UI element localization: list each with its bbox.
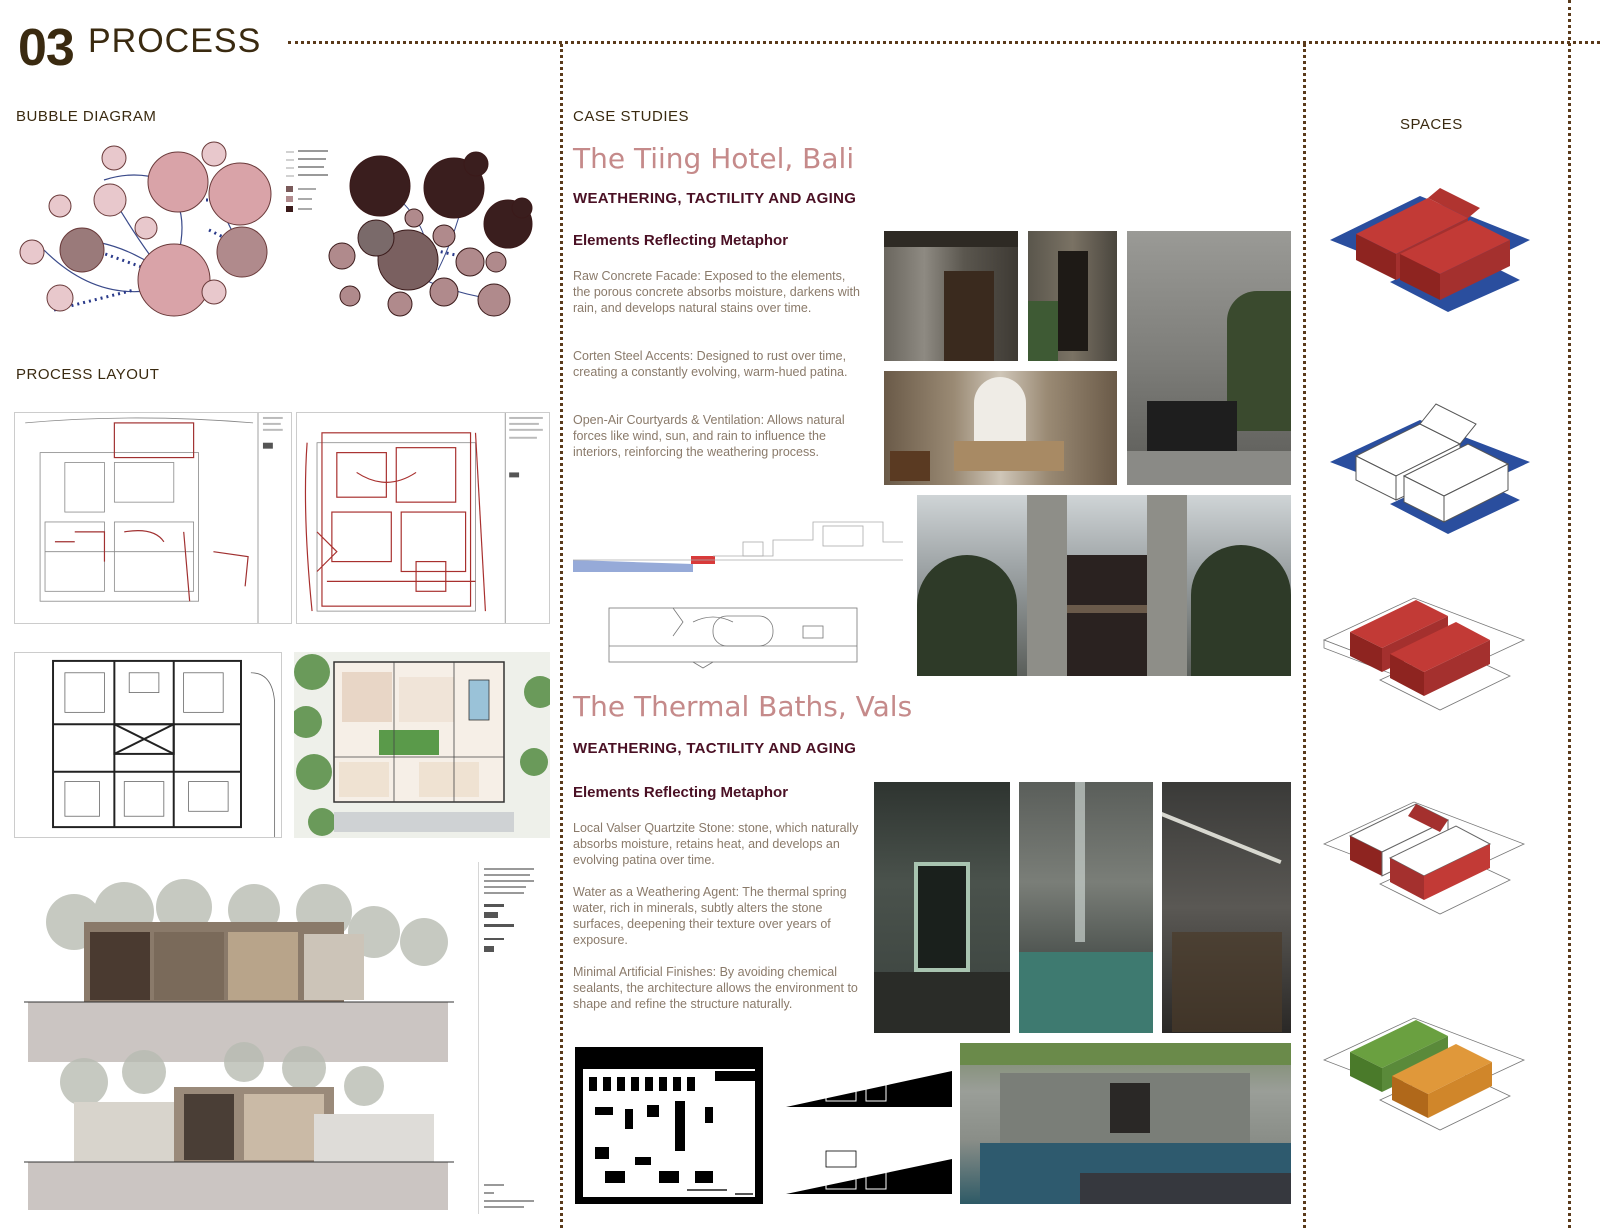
vals-photo-outdoor-pool (960, 1043, 1291, 1204)
tiing-paragraph-3: Open-Air Courtyards & Ventilation: Allows natural forces like wind, sun, and rain to influence the interiors, reinforcing the weathering process. (573, 413, 845, 459)
spaces-diagram-4 (1320, 780, 1540, 930)
column-divider-left (560, 44, 563, 1228)
spaces-diagram-3 (1320, 580, 1540, 730)
bubble-diagram-light (14, 140, 284, 330)
tiing-photo-exterior (917, 495, 1291, 676)
bubble-diagram-dark (328, 150, 548, 330)
floor-plan-drawing (14, 652, 282, 838)
vals-floor-plan (575, 1047, 763, 1204)
spaces-diagram-5 (1320, 1000, 1540, 1150)
vals-subtitle: WEATHERING, TACTILITY AND AGING (573, 740, 857, 757)
case-studies-label: CASE STUDIES (573, 108, 690, 125)
vals-heading: Elements Reflecting Metaphor (573, 784, 789, 801)
header-divider (288, 41, 1600, 44)
tiing-photo-facade (884, 231, 1018, 361)
vals-paragraph-2: Water as a Weathering Agent: The thermal spring water, rich in minerals, subtly alters the stone surfaces, deepening their texture over years of exposure. (573, 885, 847, 947)
tiing-heading: Elements Reflecting Metaphor (573, 232, 789, 249)
sections-title-block (478, 862, 550, 1214)
spaces-label: SPACES (1400, 116, 1463, 133)
vals-photo-pool-light (1019, 782, 1153, 1033)
rendered-floor-plan (294, 652, 550, 838)
vals-title: The Thermal Baths, Vals (573, 690, 913, 723)
spaces-diagram-1 (1320, 172, 1540, 322)
tiing-section-drawing (573, 512, 903, 672)
bubble-diagram-label: BUBBLE DIAGRAM (16, 108, 157, 125)
spaces-diagram-2 (1320, 390, 1540, 540)
vals-paragraph-3: Minimal Artificial Finishes: By avoiding chemical sealants, the architecture allows the environment to shape and refine the structure naturally. (573, 965, 858, 1011)
tiing-paragraph-1: Raw Concrete Facade: Exposed to the elements, the porous concrete absorbs moisture, darkens with rain, and develops natural stains over time. (573, 269, 860, 315)
tiing-photo-courtyard-pool (1127, 231, 1291, 485)
section-number: 03 (18, 19, 74, 77)
tiing-hotel-title: The Tiing Hotel, Bali (573, 142, 855, 175)
vals-paragraph-1: Local Valser Quartzite Stone: stone, which naturally absorbs moisture, retains heat, and develops an evolving patina over time. (573, 821, 859, 867)
page-edge-divider (1568, 0, 1571, 1228)
vals-photo-corridor (874, 782, 1010, 1033)
tiing-photo-living-room (884, 371, 1117, 485)
building-sections (14, 862, 478, 1214)
tiing-subtitle: WEATHERING, TACTILITY AND AGING (573, 190, 857, 207)
vals-section-drawings (786, 1067, 954, 1194)
process-layout-label: PROCESS LAYOUT (16, 366, 160, 383)
column-divider-right (1303, 44, 1306, 1228)
tiing-photo-corridor (1028, 231, 1117, 361)
sketch-plan-1 (14, 412, 292, 624)
vals-photo-stair (1162, 782, 1291, 1033)
page-title: PROCESS (88, 22, 262, 60)
sketch-plan-2 (296, 412, 550, 624)
tiing-paragraph-2: Corten Steel Accents: Designed to rust over time, creating a constantly evolving, warm-hued patina. (573, 349, 848, 379)
